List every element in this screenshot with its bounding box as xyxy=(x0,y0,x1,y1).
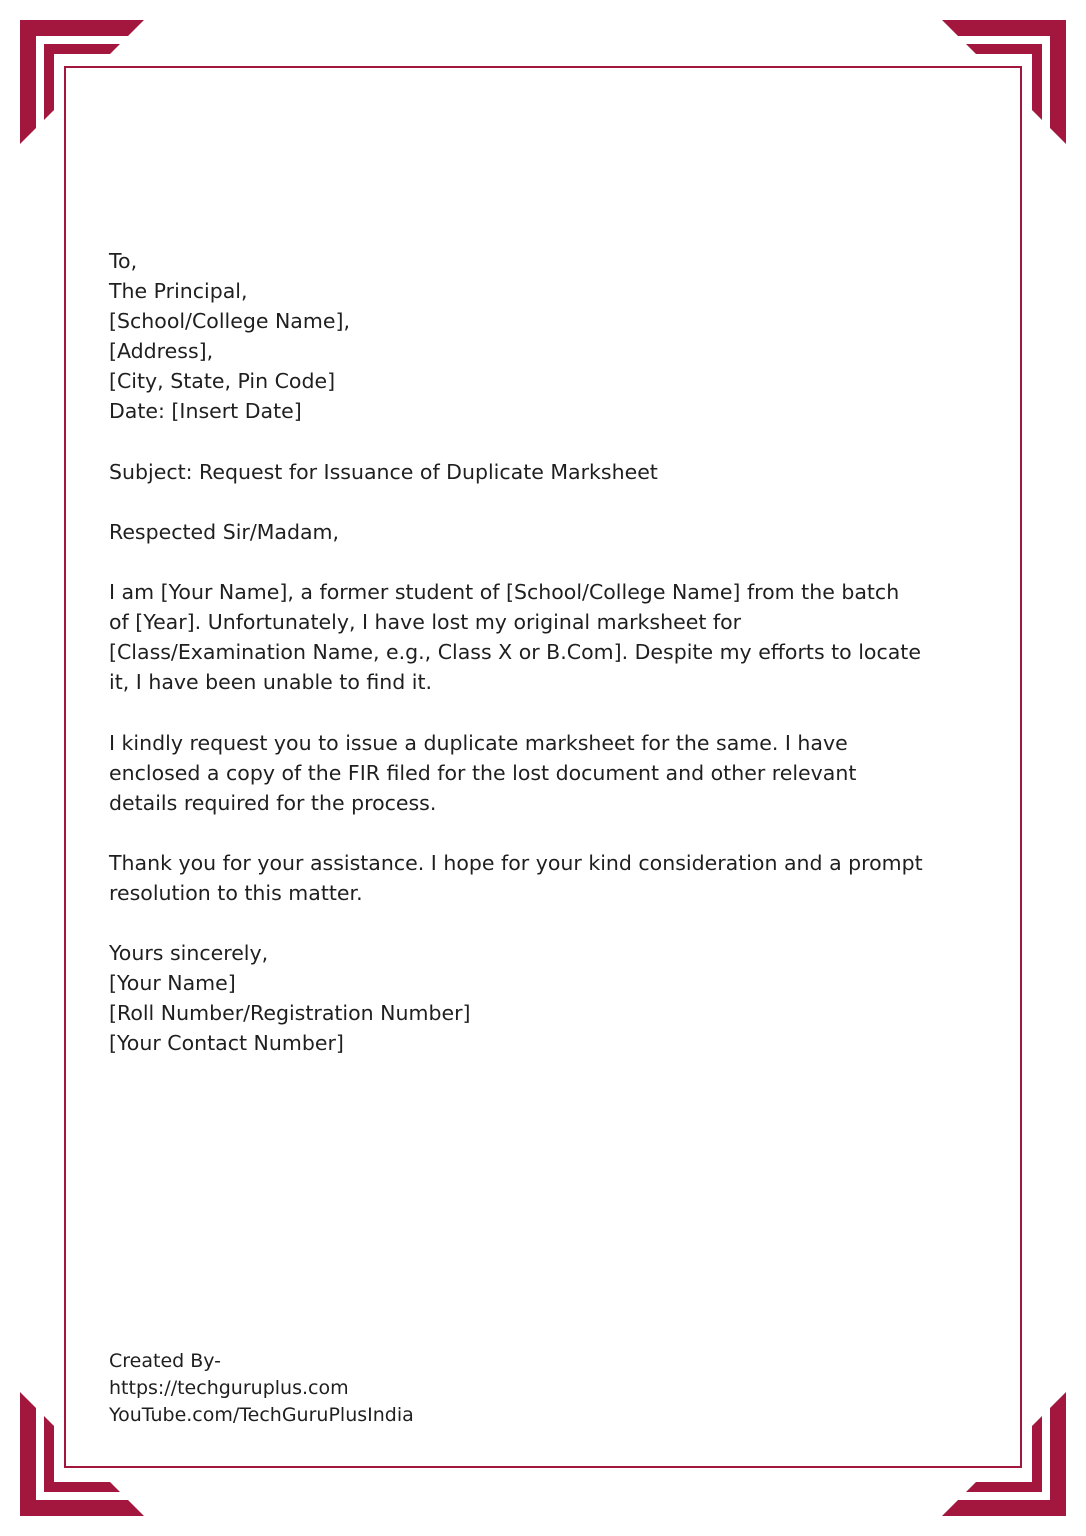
date-line: Date: [Insert Date] xyxy=(109,399,302,424)
recipient-block xyxy=(109,246,989,427)
address-line: [Address], xyxy=(109,339,214,364)
corner-ornament-bottom-right xyxy=(942,1392,1066,1516)
paragraph-line: enclosed a copy of the FIR filed for the lost document and other relevant xyxy=(109,760,857,785)
recipient-title: The Principal, xyxy=(109,279,248,304)
paragraph-line: I kindly request you to issue a duplicate marksheet for the same. I have xyxy=(109,730,848,755)
institution-name: [School/College Name], xyxy=(109,309,350,334)
sender-name: [Your Name] xyxy=(109,971,236,996)
paragraph-2 xyxy=(109,728,989,818)
roll-number: [Roll Number/Registration Number] xyxy=(109,1001,471,1026)
website-link[interactable]: https://techguruplus.com xyxy=(109,1377,349,1399)
contact-number: [Your Contact Number] xyxy=(109,1031,344,1056)
paragraph-3 xyxy=(109,848,989,908)
salutation: Respected Sir/Madam, xyxy=(109,519,340,544)
paragraph-line: I am [Your Name], a former student of [School/College Name] from the batch xyxy=(109,580,900,605)
subject-line: Subject: Request for Issuance of Duplicate Marksheet xyxy=(109,459,658,484)
paragraph-line: resolution to this matter. xyxy=(109,880,363,905)
paragraph-line: it, I have been unable to find it. xyxy=(109,670,433,695)
credits-footer xyxy=(109,1348,414,1429)
to-line: To, xyxy=(109,249,138,273)
valediction: Yours sincerely, xyxy=(109,941,269,966)
paragraph-line: details required for the process. xyxy=(109,790,437,815)
created-by-label: Created By- xyxy=(109,1350,222,1372)
letter-body xyxy=(109,246,989,1059)
youtube-link[interactable]: YouTube.com/TechGuruPlusIndia xyxy=(109,1404,414,1426)
corner-ornament-top-right xyxy=(942,20,1066,144)
paragraph-line: [Class/Examination Name, e.g., Class X or B.Com]. Despite my efforts to locate xyxy=(109,640,921,665)
corner-ornament-top-left xyxy=(20,20,144,144)
paragraph-1 xyxy=(109,577,989,697)
city-state-pin: [City, State, Pin Code] xyxy=(109,369,336,394)
closing-block xyxy=(109,938,989,1058)
paragraph-line: of [Year]. Unfortunately, I have lost my original marksheet for xyxy=(109,610,742,635)
paragraph-line: Thank you for your assistance. I hope for your kind consideration and a prompt xyxy=(109,850,923,875)
